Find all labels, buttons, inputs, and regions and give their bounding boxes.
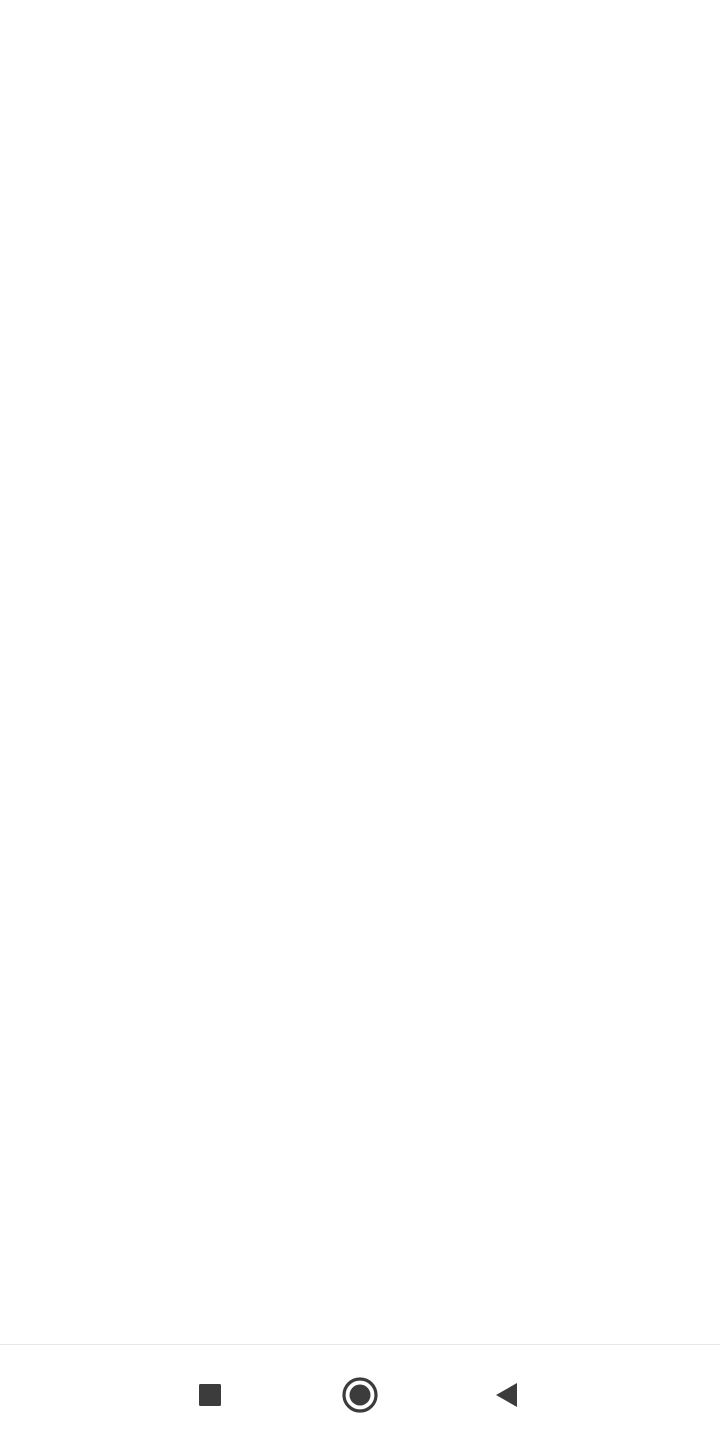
recents-button[interactable]	[188, 1373, 232, 1417]
home-button[interactable]	[338, 1373, 382, 1417]
back-triangle-icon	[493, 1381, 519, 1409]
back-button[interactable]	[484, 1373, 528, 1417]
home-circle-icon	[341, 1376, 379, 1414]
recents-square-icon	[198, 1383, 222, 1407]
navigation-bar	[0, 1344, 720, 1441]
